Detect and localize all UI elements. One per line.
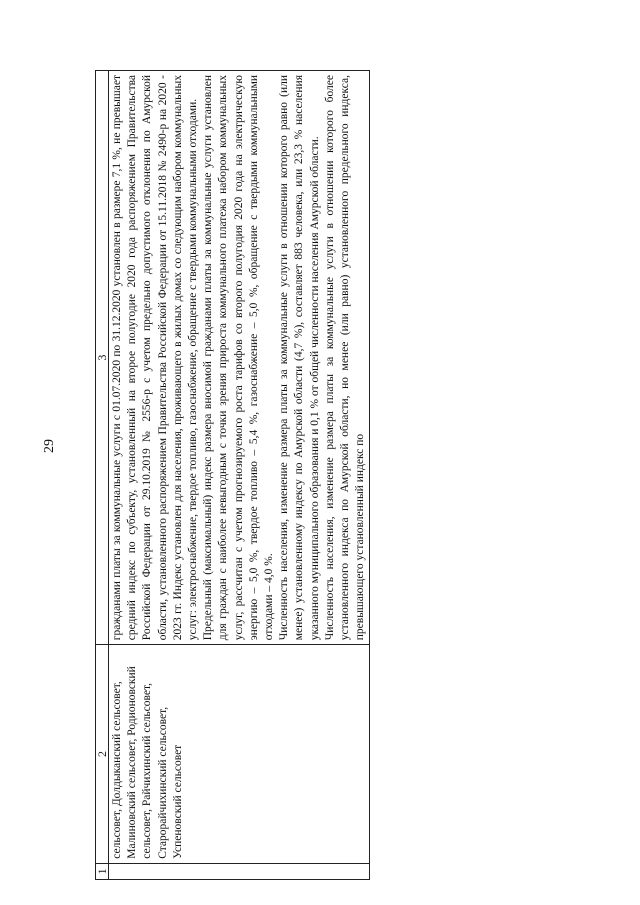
header-cell-1: 1 bbox=[96, 863, 109, 879]
header-cell-2: 2 bbox=[96, 645, 109, 864]
table-row bbox=[109, 71, 370, 880]
municipality-list-cell: сельсовет, Долдыканский сельсовет, Малиновский сельсовет, Родионовский сельсовет, Райчихинский сельсовет, Старорайчихинский сельсовет, Успеновский сельсовет bbox=[109, 645, 370, 864]
header-cell-3: 3 bbox=[96, 71, 109, 645]
rotated-page-content bbox=[95, 70, 615, 880]
row-number-cell bbox=[109, 863, 370, 879]
description-cell bbox=[109, 71, 370, 645]
paragraph-population-above: Численность населения, изменение размера платы за коммунальные услуги в отношении которого более установленного индекса по Амурской области, но менее (или равно) установленного предельного индекса, превышающего установленный индекс по bbox=[323, 75, 367, 641]
paragraph-max-index: Предельный (максимальный) индекс размера вносимой гражданами платы за коммунальные услуги установлен для граждан с наиболее невыгодным с точки зрения прироста коммунального платежа набором коммунальных услуг, рассчитан с учетом прогнозируемого роста тарифов со второго полугодия 2020 года на электрическую энергию – 5,0 %, твердое топливо – 5,4 %, газоснабжение – 5,0 %, обращение с твердыми коммунальными отходами – 4,0 %. bbox=[202, 75, 276, 641]
document-table bbox=[95, 70, 370, 880]
table-header-row bbox=[96, 71, 109, 880]
page-number: 29 bbox=[42, 439, 57, 453]
paragraph-population-below: Численность населения, изменение размера платы за коммунальные услуги в отношении которого равно (или менее) установленному индексу по Амурской области (4,7 %), составляет 883 человека, или 23,3 % населения указанного муниципального образования и 0,1 % от общей численности населения Амурской области. bbox=[278, 75, 321, 641]
paragraph-index-value: гражданами платы за коммунальные услуги с 01.07.2020 по 31.12.2020 установлен в размере 7,1 %, не превышает средний индекс по субъекту, установленный на второе полугодие 2020 года распоряжением Правительства Российской Федерации от 29.10.2019 № 2556-р с учетом предельно допустимого отклонения по Амурской области, установленного распоряжением Правительства Российской Федерации от 15.11.2018 № 2490-р на 2020 - 2023 гг. Индекс установлен для населения, проживающего в жилых домах со следующим набором коммунальных услуг: электроснабжение, твердое топливо, газоснабжение, обращение с твердыми коммунальными отходами. bbox=[111, 75, 200, 641]
